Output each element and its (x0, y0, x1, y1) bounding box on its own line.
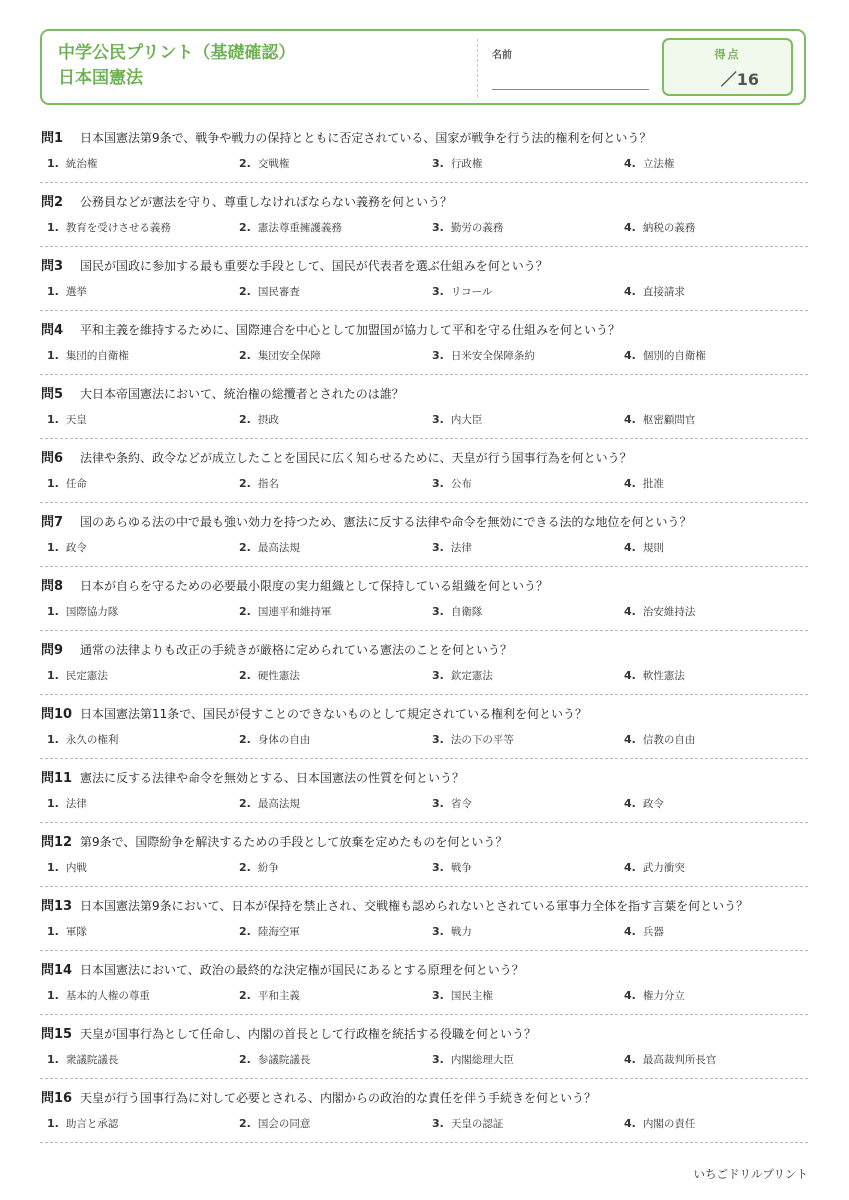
option-label: 日米安全保障条約 (450, 350, 535, 362)
answer-option[interactable] (432, 540, 472, 555)
answer-option[interactable] (239, 604, 331, 619)
question-text: 憲法に反する法律や命令を無効とする、日本国憲法の性質を何という？ (80, 771, 465, 785)
question-text: 日本が自らを守るための必要最小限度の実力組織として保持している組織を何という？ (80, 579, 549, 593)
question-text: 公務員などが憲法を守り、尊重しなければならない義務を何という？ (80, 195, 453, 209)
question-text: 通常の法律よりも改正の手続きが厳格に定められている憲法のことを何という？ (80, 643, 513, 657)
answer-option[interactable] (624, 284, 685, 299)
option-label: 集団的自衛権 (65, 350, 129, 362)
answer-option[interactable] (239, 924, 300, 939)
answer-option[interactable] (47, 1052, 118, 1067)
answer-option[interactable] (47, 604, 118, 619)
answer-option[interactable] (239, 988, 300, 1003)
worksheet-subtitle: 日本国憲法 (58, 68, 143, 88)
question-item (40, 759, 808, 823)
answer-option[interactable] (624, 988, 685, 1003)
question-header (41, 383, 404, 402)
answer-option[interactable] (432, 604, 482, 619)
option-label: 国際協力隊 (65, 606, 119, 618)
score-total: ／16 (720, 70, 759, 89)
option-number: 2. (239, 157, 251, 170)
name-label: 名前 (492, 50, 512, 61)
question-header (41, 191, 452, 210)
answer-option[interactable] (239, 668, 300, 683)
option-label: 陸海空軍 (257, 926, 300, 938)
option-label: 天皇 (65, 414, 87, 426)
option-label: 統治権 (65, 158, 98, 170)
answer-options (47, 860, 807, 876)
answer-options (47, 220, 807, 236)
answer-options (47, 988, 807, 1004)
option-label: 国民主権 (450, 990, 493, 1002)
option-label: 自衛隊 (450, 606, 483, 618)
option-label: 法律 (450, 542, 472, 554)
option-label: 立法権 (642, 158, 675, 170)
option-number: 4. (624, 157, 636, 170)
option-label: 紛争 (257, 862, 279, 874)
option-number: 1. (47, 1117, 59, 1130)
question-number: 問1 (41, 131, 64, 146)
option-label: 公布 (450, 478, 472, 490)
option-number: 1. (47, 605, 59, 618)
option-label: 省令 (450, 798, 472, 810)
question-header (41, 895, 748, 914)
question-number: 問2 (41, 195, 64, 210)
answer-option[interactable] (432, 1052, 514, 1067)
option-number: 3. (432, 221, 444, 234)
answer-option[interactable] (624, 540, 664, 555)
answer-option[interactable] (47, 284, 87, 299)
option-label: 政令 (642, 798, 664, 810)
option-label: 規則 (642, 542, 664, 554)
option-number: 1. (47, 413, 59, 426)
option-number: 3. (432, 413, 444, 426)
question-header (41, 1023, 536, 1042)
question-header (41, 255, 548, 274)
answer-options (47, 796, 807, 812)
option-label: 法の下の平等 (450, 734, 514, 746)
option-label: 兵器 (642, 926, 664, 938)
answer-option[interactable] (47, 540, 87, 555)
option-number: 4. (624, 925, 636, 938)
option-number: 2. (239, 1117, 251, 1130)
option-number: 2. (239, 925, 251, 938)
option-number: 4. (624, 733, 636, 746)
question-header (41, 575, 548, 594)
answer-option[interactable] (47, 156, 97, 171)
question-number: 問13 (41, 899, 73, 914)
option-number: 1. (47, 157, 59, 170)
answer-option[interactable] (432, 796, 472, 811)
option-label: 集団安全保障 (257, 350, 321, 362)
option-number: 1. (47, 733, 59, 746)
score-label: 得点 (714, 48, 741, 61)
question-text: 日本国憲法第9条で、戦争や戦力の保持とともに否定されている、国家が戦争を行う法的権利を何という？ (80, 131, 652, 145)
name-field-line[interactable] (492, 89, 649, 90)
answer-option[interactable] (239, 540, 300, 555)
option-label: 欽定憲法 (450, 670, 493, 682)
answer-option[interactable] (624, 924, 664, 939)
footer-brand: いちごドリルプリント (693, 1167, 808, 1181)
option-label: 内閣の責任 (642, 1118, 696, 1130)
question-item (40, 183, 808, 247)
answer-options (47, 348, 807, 364)
option-label: 基本的人権の尊重 (65, 990, 150, 1002)
option-label: 武力衝突 (642, 862, 685, 874)
option-number: 1. (47, 861, 59, 874)
option-number: 4. (624, 669, 636, 682)
option-number: 4. (624, 477, 636, 490)
answer-option[interactable] (624, 412, 695, 427)
worksheet-title: 中学公民プリント（基礎確認） (58, 43, 296, 63)
option-number: 1. (47, 541, 59, 554)
option-number: 3. (432, 477, 444, 490)
question-text: 天皇が国事行為として任命し、内閣の首長として行政権を統括する役職を何という？ (80, 1027, 537, 1041)
option-number: 1. (47, 797, 59, 810)
question-text: 平和主義を維持するために、国際連合を中心として加盟国が協力して平和を守る仕組みを何という？ (80, 323, 621, 337)
answer-option[interactable] (239, 220, 342, 235)
answer-option[interactable] (432, 924, 472, 939)
option-number: 3. (432, 925, 444, 938)
question-list (40, 119, 808, 1143)
question-header (41, 703, 587, 722)
option-label: 憲法尊重擁護義務 (257, 222, 342, 234)
option-number: 2. (239, 221, 251, 234)
option-number: 3. (432, 989, 444, 1002)
option-number: 1. (47, 221, 59, 234)
option-label: 助言と承認 (65, 1118, 119, 1130)
answer-option[interactable] (624, 732, 695, 747)
answer-option[interactable] (239, 476, 279, 491)
option-number: 4. (624, 605, 636, 618)
question-item (40, 695, 808, 759)
question-item (40, 631, 808, 695)
question-header (41, 319, 620, 338)
answer-option[interactable] (47, 476, 87, 491)
option-label: 最高法規 (257, 542, 300, 554)
answer-option[interactable] (432, 668, 493, 683)
answer-option[interactable] (239, 1052, 310, 1067)
option-label: 政令 (65, 542, 87, 554)
question-number: 問4 (41, 323, 64, 338)
option-label: 批准 (642, 478, 664, 490)
question-item (40, 567, 808, 631)
question-item (40, 311, 808, 375)
option-label: 天皇の認証 (450, 1118, 504, 1130)
answer-option[interactable] (624, 604, 695, 619)
answer-options (47, 1052, 807, 1068)
option-number: 3. (432, 861, 444, 874)
answer-option[interactable] (239, 732, 310, 747)
option-label: 戦力 (450, 926, 472, 938)
option-number: 3. (432, 733, 444, 746)
option-label: 教育を受けさせる義務 (65, 222, 171, 234)
option-number: 3. (432, 1117, 444, 1130)
question-number: 問12 (41, 835, 73, 850)
answer-option[interactable] (47, 732, 118, 747)
question-header (41, 511, 692, 530)
option-label: 内戦 (65, 862, 87, 874)
title-block (58, 41, 295, 91)
answer-option[interactable] (624, 668, 685, 683)
answer-option[interactable] (47, 348, 129, 363)
answer-option[interactable] (47, 924, 87, 939)
question-text: 日本国憲法第9条において、日本が保持を禁止され、交戦権も認められないとされている軍事力全体を指す言葉を何という？ (80, 899, 749, 913)
answer-option[interactable] (432, 988, 493, 1003)
worksheet-header (40, 29, 806, 105)
answer-option[interactable] (432, 156, 482, 171)
option-label: 直接請求 (642, 286, 685, 298)
question-item (40, 887, 808, 951)
question-number: 問6 (41, 451, 64, 466)
option-number: 2. (239, 861, 251, 874)
option-label: 最高法規 (257, 798, 300, 810)
answer-option[interactable] (239, 1116, 310, 1131)
option-number: 2. (239, 669, 251, 682)
option-label: 参議院議長 (257, 1054, 311, 1066)
answer-options (47, 604, 807, 620)
option-label: 勤労の義務 (450, 222, 504, 234)
option-number: 4. (624, 861, 636, 874)
option-label: 治安維持法 (642, 606, 696, 618)
option-label: 納税の義務 (642, 222, 696, 234)
option-label: 信教の自由 (642, 734, 696, 746)
question-item (40, 119, 808, 183)
answer-options (47, 284, 807, 300)
option-label: 指名 (257, 478, 279, 490)
option-number: 3. (432, 669, 444, 682)
option-number: 2. (239, 797, 251, 810)
option-number: 2. (239, 541, 251, 554)
answer-option[interactable] (239, 348, 321, 363)
option-label: リコール (450, 286, 493, 298)
answer-option[interactable] (432, 732, 514, 747)
option-label: 永久の権利 (65, 734, 119, 746)
question-text: 天皇が行う国事行為に対して必要とされる、内閣からの政治的な責任を伴う手続きを何という？ (80, 1091, 597, 1105)
answer-option[interactable] (624, 348, 706, 363)
answer-option[interactable] (239, 284, 300, 299)
question-item (40, 951, 808, 1015)
question-item (40, 375, 808, 439)
question-text: 国のあらゆる法の中で最も強い効力を持つため、憲法に反する法律や命令を無効にできる法的な地位を何という？ (80, 515, 692, 529)
option-number: 1. (47, 285, 59, 298)
option-number: 1. (47, 1053, 59, 1066)
question-text: 日本国憲法において、政治の最終的な決定権が国民にあるとする原理を何という？ (80, 963, 524, 977)
option-number: 1. (47, 669, 59, 682)
answer-option[interactable] (47, 668, 108, 683)
option-number: 2. (239, 349, 251, 362)
answer-option[interactable] (239, 412, 279, 427)
option-label: 国民審査 (257, 286, 300, 298)
option-label: 法律 (65, 798, 87, 810)
answer-option[interactable] (624, 220, 695, 235)
question-number: 問8 (41, 579, 64, 594)
answer-option[interactable] (432, 860, 472, 875)
option-number: 2. (239, 989, 251, 1002)
option-number: 2. (239, 477, 251, 490)
option-number: 3. (432, 797, 444, 810)
option-label: 戦争 (450, 862, 472, 874)
question-item (40, 1015, 808, 1079)
option-label: 選挙 (65, 286, 87, 298)
option-number: 1. (47, 349, 59, 362)
option-label: 個別的自衛権 (642, 350, 706, 362)
question-header (41, 639, 512, 658)
question-number: 問5 (41, 387, 64, 402)
question-item (40, 1079, 808, 1143)
option-number: 2. (239, 733, 251, 746)
question-number: 問11 (41, 771, 73, 786)
answer-options (47, 732, 807, 748)
question-text: 大日本帝国憲法において、統治権の総攬者とされたのは誰？ (80, 387, 404, 401)
answer-option[interactable] (432, 220, 503, 235)
option-number: 4. (624, 1053, 636, 1066)
answer-options (47, 412, 807, 428)
question-number: 問10 (41, 707, 73, 722)
option-number: 4. (624, 1117, 636, 1130)
answer-option[interactable] (239, 796, 300, 811)
answer-option[interactable] (47, 220, 171, 235)
question-header (41, 959, 524, 978)
option-label: 軟性憲法 (642, 670, 685, 682)
answer-option[interactable] (624, 1116, 695, 1131)
option-label: 最高裁判所長官 (642, 1054, 717, 1066)
answer-option[interactable] (47, 988, 150, 1003)
option-number: 1. (47, 477, 59, 490)
question-text: 第9条で、国際紛争を解決するための手段として放棄を定めたものを何という？ (80, 835, 508, 849)
option-number: 4. (624, 349, 636, 362)
answer-option[interactable] (432, 348, 535, 363)
option-number: 3. (432, 285, 444, 298)
answer-option[interactable] (432, 284, 492, 299)
question-item (40, 247, 808, 311)
option-label: 行政権 (450, 158, 483, 170)
answer-options (47, 1116, 807, 1132)
question-number: 問16 (41, 1091, 73, 1106)
question-number: 問9 (41, 643, 64, 658)
answer-option[interactable] (624, 796, 664, 811)
option-number: 1. (47, 925, 59, 938)
answer-option[interactable] (47, 1116, 118, 1131)
option-number: 4. (624, 413, 636, 426)
answer-option[interactable] (239, 860, 279, 875)
option-number: 3. (432, 605, 444, 618)
answer-option[interactable] (47, 412, 87, 427)
option-label: 枢密顧問官 (642, 414, 696, 426)
answer-option[interactable] (624, 1052, 716, 1067)
question-header (41, 127, 651, 146)
answer-options (47, 156, 807, 172)
option-label: 国連平和維持軍 (257, 606, 332, 618)
option-label: 平和主義 (257, 990, 300, 1002)
option-label: 内大臣 (450, 414, 483, 426)
answer-option[interactable] (239, 156, 289, 171)
option-number: 4. (624, 541, 636, 554)
answer-options (47, 924, 807, 940)
question-text: 日本国憲法第11条で、国民が侵すことのできないものとして規定されている権利を何という？ (80, 707, 588, 721)
option-number: 3. (432, 349, 444, 362)
answer-options (47, 668, 807, 684)
question-number: 問3 (41, 259, 64, 274)
option-number: 1. (47, 989, 59, 1002)
answer-options (47, 476, 807, 492)
option-number: 3. (432, 541, 444, 554)
question-text: 国民が国政に参加する最も重要な手段として、国民が代表者を選ぶ仕組みを何という？ (80, 259, 548, 273)
option-number: 4. (624, 989, 636, 1002)
option-number: 4. (624, 797, 636, 810)
answer-option[interactable] (432, 412, 482, 427)
question-number: 問15 (41, 1027, 73, 1042)
option-number: 2. (239, 413, 251, 426)
option-number: 2. (239, 1053, 251, 1066)
answer-options (47, 540, 807, 556)
answer-option[interactable] (432, 476, 472, 491)
option-label: 軍隊 (65, 926, 87, 938)
option-label: 衆議院議長 (65, 1054, 119, 1066)
score-box (662, 38, 793, 96)
answer-option[interactable] (47, 860, 87, 875)
option-number: 2. (239, 605, 251, 618)
option-label: 内閣総理大臣 (450, 1054, 514, 1066)
option-label: 摂政 (257, 414, 279, 426)
question-header (41, 1087, 596, 1106)
question-text: 法律や条約、政令などが成立したことを国民に広く知らせるために、天皇が行う国事行為を何という？ (80, 451, 632, 465)
option-number: 3. (432, 157, 444, 170)
option-label: 民定憲法 (65, 670, 108, 682)
option-number: 3. (432, 1053, 444, 1066)
question-header (41, 831, 507, 850)
option-number: 2. (239, 285, 251, 298)
option-label: 権力分立 (642, 990, 685, 1002)
question-item (40, 823, 808, 887)
answer-option[interactable] (432, 1116, 503, 1131)
answer-option[interactable] (624, 476, 664, 491)
option-label: 国会の同意 (257, 1118, 311, 1130)
header-divider (477, 39, 478, 97)
option-number: 4. (624, 221, 636, 234)
answer-option[interactable] (624, 156, 674, 171)
question-header (41, 447, 632, 466)
question-header (41, 767, 464, 786)
option-number: 4. (624, 285, 636, 298)
option-label: 任命 (65, 478, 87, 490)
question-item (40, 503, 808, 567)
question-number: 問7 (41, 515, 64, 530)
option-label: 身体の自由 (257, 734, 311, 746)
option-label: 交戦権 (257, 158, 290, 170)
question-number: 問14 (41, 963, 73, 978)
answer-option[interactable] (47, 796, 87, 811)
answer-option[interactable] (624, 860, 685, 875)
question-item (40, 439, 808, 503)
option-label: 硬性憲法 (257, 670, 300, 682)
